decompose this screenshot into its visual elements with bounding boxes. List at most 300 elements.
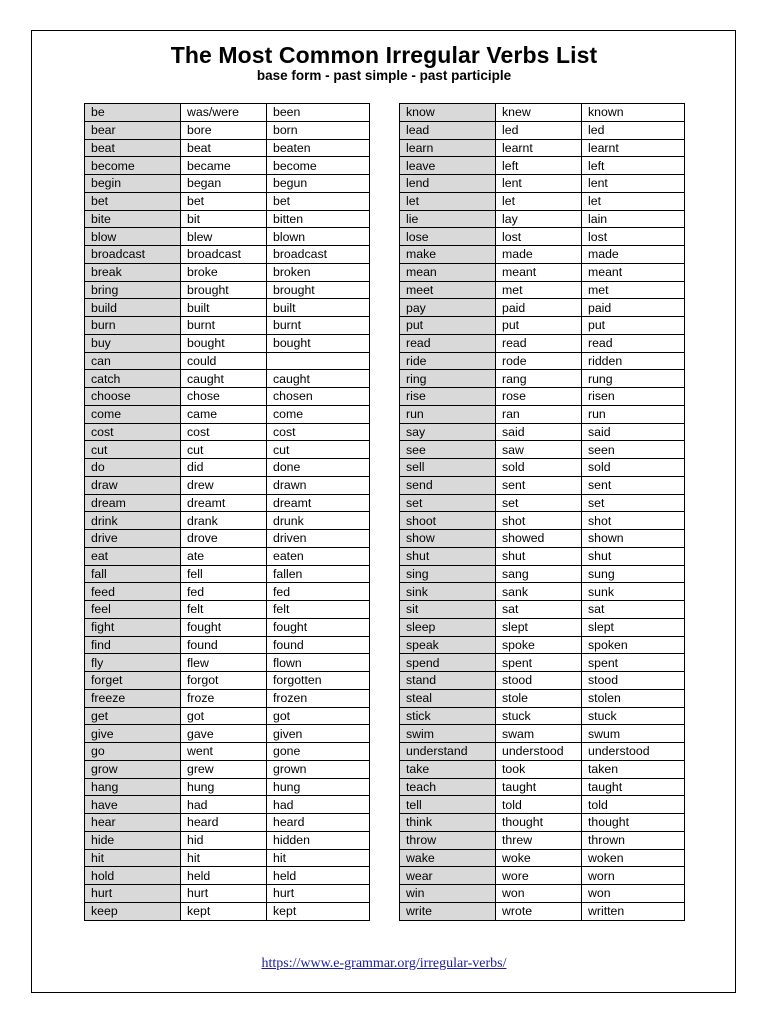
past-simple-cell: fell <box>181 565 267 583</box>
past-simple-cell: could <box>181 352 267 370</box>
past-simple-cell: hung <box>181 778 267 796</box>
past-simple-cell: told <box>496 796 582 814</box>
past-simple-cell: gave <box>181 725 267 743</box>
table-row <box>400 139 685 157</box>
table-row <box>400 814 685 832</box>
past-participle-cell: forgotten <box>267 672 370 690</box>
past-simple-cell: made <box>496 246 582 264</box>
verbs-table-right <box>399 103 685 921</box>
past-simple-cell: burnt <box>181 317 267 335</box>
past-simple-cell: led <box>496 121 582 139</box>
past-simple-cell: stole <box>496 689 582 707</box>
table-row <box>400 831 685 849</box>
past-participle-cell: slept <box>582 618 685 636</box>
table-row <box>85 565 370 583</box>
base-form-cell: bet <box>85 192 181 210</box>
base-form-cell: understand <box>400 743 496 761</box>
past-participle-cell: blown <box>267 228 370 246</box>
base-form-cell: run <box>400 405 496 423</box>
base-form-cell: know <box>400 104 496 122</box>
past-participle-cell: bet <box>267 192 370 210</box>
base-form-cell: hit <box>85 849 181 867</box>
table-row <box>85 601 370 619</box>
table-row <box>85 352 370 370</box>
past-participle-cell: won <box>582 885 685 903</box>
verbs-table-left <box>84 103 370 921</box>
base-form-cell: wake <box>400 849 496 867</box>
table-row <box>85 405 370 423</box>
past-participle-cell: become <box>267 157 370 175</box>
base-form-cell: build <box>85 299 181 317</box>
base-form-cell: lose <box>400 228 496 246</box>
past-simple-cell: lost <box>496 228 582 246</box>
base-form-cell: break <box>85 263 181 281</box>
past-participle-cell: eaten <box>267 547 370 565</box>
past-participle-cell: said <box>582 423 685 441</box>
table-row <box>400 459 685 477</box>
past-simple-cell: cut <box>181 441 267 459</box>
past-simple-cell: ran <box>496 405 582 423</box>
base-form-cell: hear <box>85 814 181 832</box>
base-form-cell: steal <box>400 689 496 707</box>
base-form-cell: drink <box>85 512 181 530</box>
table-row <box>400 778 685 796</box>
table-row <box>85 175 370 193</box>
base-form-cell: swim <box>400 725 496 743</box>
past-simple-cell: sold <box>496 459 582 477</box>
past-simple-cell: left <box>496 157 582 175</box>
base-form-cell: make <box>400 246 496 264</box>
base-form-cell: burn <box>85 317 181 335</box>
base-form-cell: show <box>400 530 496 548</box>
past-simple-cell: threw <box>496 831 582 849</box>
past-simple-cell: hurt <box>181 885 267 903</box>
base-form-cell: learn <box>400 139 496 157</box>
page-title: The Most Common Irregular Verbs List <box>170 42 598 68</box>
past-participle-cell: heard <box>267 814 370 832</box>
past-simple-cell: heard <box>181 814 267 832</box>
past-simple-cell: rose <box>496 388 582 406</box>
table-row <box>85 707 370 725</box>
table-row <box>400 246 685 264</box>
table-row <box>85 778 370 796</box>
past-participle-cell: made <box>582 246 685 264</box>
table-row <box>85 902 370 920</box>
base-form-cell: grow <box>85 760 181 778</box>
table-row <box>400 867 685 885</box>
table-row <box>400 618 685 636</box>
base-form-cell: hold <box>85 867 181 885</box>
table-row <box>400 796 685 814</box>
past-participle-cell: understood <box>582 743 685 761</box>
base-form-cell: cut <box>85 441 181 459</box>
past-participle-cell: run <box>582 405 685 423</box>
past-participle-cell: swum <box>582 725 685 743</box>
table-row <box>400 689 685 707</box>
base-form-cell: sell <box>400 459 496 477</box>
past-simple-cell: blew <box>181 228 267 246</box>
table-row <box>85 654 370 672</box>
past-simple-cell: spent <box>496 654 582 672</box>
table-row <box>85 618 370 636</box>
table-row <box>400 476 685 494</box>
past-participle-cell: burnt <box>267 317 370 335</box>
table-row <box>85 689 370 707</box>
base-form-cell: meet <box>400 281 496 299</box>
past-simple-cell: wrote <box>496 902 582 920</box>
past-participle-cell: set <box>582 494 685 512</box>
past-simple-cell: held <box>181 867 267 885</box>
past-participle-cell: had <box>267 796 370 814</box>
table-row <box>85 388 370 406</box>
verbs-table-left-body <box>85 104 370 921</box>
past-participle-cell: bought <box>267 334 370 352</box>
table-row <box>400 743 685 761</box>
base-form-cell: bring <box>85 281 181 299</box>
base-form-cell: bite <box>85 210 181 228</box>
table-row <box>85 459 370 477</box>
past-simple-cell: drew <box>181 476 267 494</box>
table-row <box>400 902 685 920</box>
past-participle-cell: chosen <box>267 388 370 406</box>
past-participle-cell: brought <box>267 281 370 299</box>
base-form-cell: put <box>400 317 496 335</box>
table-row <box>400 530 685 548</box>
base-form-cell: teach <box>400 778 496 796</box>
table-row <box>400 157 685 175</box>
base-form-cell: mean <box>400 263 496 281</box>
past-simple-cell: set <box>496 494 582 512</box>
past-participle-cell: let <box>582 192 685 210</box>
past-simple-cell: dreamt <box>181 494 267 512</box>
base-form-cell: cost <box>85 423 181 441</box>
base-form-cell: beat <box>85 139 181 157</box>
table-row <box>400 370 685 388</box>
base-form-cell: choose <box>85 388 181 406</box>
past-simple-cell: caught <box>181 370 267 388</box>
table-row <box>85 867 370 885</box>
table-row <box>400 707 685 725</box>
base-form-cell: lead <box>400 121 496 139</box>
base-form-cell: shut <box>400 547 496 565</box>
past-participle-cell: seen <box>582 441 685 459</box>
base-form-cell: set <box>400 494 496 512</box>
past-simple-cell: was/were <box>181 104 267 122</box>
table-row <box>400 334 685 352</box>
past-simple-cell: paid <box>496 299 582 317</box>
past-participle-cell: spoken <box>582 636 685 654</box>
table-row <box>400 654 685 672</box>
base-form-cell: send <box>400 476 496 494</box>
base-form-cell: take <box>400 760 496 778</box>
base-form-cell: sing <box>400 565 496 583</box>
past-simple-cell: showed <box>496 530 582 548</box>
past-participle-cell: lain <box>582 210 685 228</box>
past-simple-cell: broke <box>181 263 267 281</box>
base-form-cell: sleep <box>400 618 496 636</box>
past-participle-cell: hurt <box>267 885 370 903</box>
base-form-cell: sit <box>400 601 496 619</box>
past-simple-cell: stuck <box>496 707 582 725</box>
past-participle-cell: lent <box>582 175 685 193</box>
base-form-cell: fly <box>85 654 181 672</box>
table-row <box>400 317 685 335</box>
base-form-cell: can <box>85 352 181 370</box>
base-form-cell: do <box>85 459 181 477</box>
table-row <box>85 476 370 494</box>
table-row <box>85 210 370 228</box>
past-simple-cell: drove <box>181 530 267 548</box>
past-participle-cell: found <box>267 636 370 654</box>
table-row <box>400 281 685 299</box>
past-participle-cell: broken <box>267 263 370 281</box>
past-participle-cell: shown <box>582 530 685 548</box>
past-simple-cell: bore <box>181 121 267 139</box>
past-simple-cell: did <box>181 459 267 477</box>
past-participle-cell: thrown <box>582 831 685 849</box>
past-participle-cell: written <box>582 902 685 920</box>
table-row <box>400 849 685 867</box>
past-simple-cell: knew <box>496 104 582 122</box>
past-simple-cell: taught <box>496 778 582 796</box>
past-participle-cell: hidden <box>267 831 370 849</box>
base-form-cell: spend <box>400 654 496 672</box>
table-row <box>85 139 370 157</box>
base-form-cell: catch <box>85 370 181 388</box>
base-form-cell: be <box>85 104 181 122</box>
past-simple-cell: shot <box>496 512 582 530</box>
base-form-cell: win <box>400 885 496 903</box>
past-participle-cell: driven <box>267 530 370 548</box>
base-form-cell: see <box>400 441 496 459</box>
base-form-cell: become <box>85 157 181 175</box>
table-row <box>85 760 370 778</box>
past-participle-cell: shot <box>582 512 685 530</box>
table-row <box>400 512 685 530</box>
table-row <box>400 210 685 228</box>
table-row <box>85 423 370 441</box>
base-form-cell: fall <box>85 565 181 583</box>
verbs-table-right-body <box>400 104 685 921</box>
past-simple-cell: cost <box>181 423 267 441</box>
past-simple-cell: built <box>181 299 267 317</box>
table-row <box>85 796 370 814</box>
base-form-cell: sink <box>400 583 496 601</box>
table-row <box>85 246 370 264</box>
base-form-cell: dream <box>85 494 181 512</box>
table-row <box>85 334 370 352</box>
past-simple-cell: fed <box>181 583 267 601</box>
table-row <box>85 636 370 654</box>
base-form-cell: eat <box>85 547 181 565</box>
past-simple-cell: put <box>496 317 582 335</box>
past-participle-cell: sung <box>582 565 685 583</box>
past-simple-cell: sank <box>496 583 582 601</box>
table-row <box>400 601 685 619</box>
table-row <box>85 121 370 139</box>
past-participle-cell: read <box>582 334 685 352</box>
past-participle-cell: fallen <box>267 565 370 583</box>
table-row <box>85 317 370 335</box>
table-row <box>85 228 370 246</box>
past-participle-cell: been <box>267 104 370 122</box>
base-form-cell: think <box>400 814 496 832</box>
past-simple-cell: won <box>496 885 582 903</box>
past-participle-cell: kept <box>267 902 370 920</box>
table-row <box>85 104 370 122</box>
base-form-cell: let <box>400 192 496 210</box>
past-participle-cell: got <box>267 707 370 725</box>
past-simple-cell: stood <box>496 672 582 690</box>
past-participle-cell: held <box>267 867 370 885</box>
past-participle-cell: put <box>582 317 685 335</box>
base-form-cell: pay <box>400 299 496 317</box>
table-row <box>85 885 370 903</box>
past-simple-cell: bit <box>181 210 267 228</box>
past-participle-cell: drunk <box>267 512 370 530</box>
table-row <box>85 530 370 548</box>
page-subtitle: base form - past simple - past participle <box>256 68 512 83</box>
past-participle-cell: broadcast <box>267 246 370 264</box>
base-form-cell: fight <box>85 618 181 636</box>
past-participle-cell: told <box>582 796 685 814</box>
past-simple-cell: bet <box>181 192 267 210</box>
past-participle-cell: stuck <box>582 707 685 725</box>
past-participle-cell: stolen <box>582 689 685 707</box>
table-row <box>85 441 370 459</box>
base-form-cell: stand <box>400 672 496 690</box>
base-form-cell: bear <box>85 121 181 139</box>
table-row <box>400 760 685 778</box>
base-form-cell: come <box>85 405 181 423</box>
past-participle-cell: met <box>582 281 685 299</box>
past-simple-cell: took <box>496 760 582 778</box>
past-simple-cell: went <box>181 743 267 761</box>
base-form-cell: blow <box>85 228 181 246</box>
table-row <box>85 494 370 512</box>
table-row <box>400 885 685 903</box>
base-form-cell: have <box>85 796 181 814</box>
past-participle-cell: hung <box>267 778 370 796</box>
past-participle-cell: stood <box>582 672 685 690</box>
past-participle-cell: flown <box>267 654 370 672</box>
past-simple-cell: chose <box>181 388 267 406</box>
past-participle-cell: gone <box>267 743 370 761</box>
table-row <box>400 121 685 139</box>
base-form-cell: throw <box>400 831 496 849</box>
table-row <box>85 281 370 299</box>
base-form-cell: hang <box>85 778 181 796</box>
past-simple-cell: sent <box>496 476 582 494</box>
past-participle-cell: fought <box>267 618 370 636</box>
base-form-cell: leave <box>400 157 496 175</box>
past-participle-cell: cut <box>267 441 370 459</box>
table-row <box>400 547 685 565</box>
table-row <box>85 743 370 761</box>
past-participle-cell: taken <box>582 760 685 778</box>
past-simple-cell: slept <box>496 618 582 636</box>
past-participle-cell <box>267 352 370 370</box>
past-simple-cell: spoke <box>496 636 582 654</box>
past-participle-cell: worn <box>582 867 685 885</box>
past-simple-cell: let <box>496 192 582 210</box>
table-row <box>85 672 370 690</box>
past-participle-cell: lost <box>582 228 685 246</box>
table-row <box>85 831 370 849</box>
base-form-cell: hurt <box>85 885 181 903</box>
past-simple-cell: began <box>181 175 267 193</box>
past-participle-cell: learnt <box>582 139 685 157</box>
table-row <box>85 547 370 565</box>
past-simple-cell: broadcast <box>181 246 267 264</box>
past-participle-cell: grown <box>267 760 370 778</box>
past-simple-cell: grew <box>181 760 267 778</box>
past-participle-cell: rung <box>582 370 685 388</box>
table-row <box>400 441 685 459</box>
past-simple-cell: saw <box>496 441 582 459</box>
table-row <box>85 512 370 530</box>
past-participle-cell: beaten <box>267 139 370 157</box>
past-simple-cell: met <box>496 281 582 299</box>
past-participle-cell: bitten <box>267 210 370 228</box>
base-form-cell: feel <box>85 601 181 619</box>
past-simple-cell: swam <box>496 725 582 743</box>
past-simple-cell: kept <box>181 902 267 920</box>
past-participle-cell: sat <box>582 601 685 619</box>
past-participle-cell: led <box>582 121 685 139</box>
past-participle-cell: sunk <box>582 583 685 601</box>
table-row <box>400 725 685 743</box>
past-participle-cell: fed <box>267 583 370 601</box>
table-row <box>400 494 685 512</box>
past-simple-cell: forgot <box>181 672 267 690</box>
past-simple-cell: had <box>181 796 267 814</box>
table-row <box>400 263 685 281</box>
past-simple-cell: read <box>496 334 582 352</box>
base-form-cell: drive <box>85 530 181 548</box>
past-simple-cell: said <box>496 423 582 441</box>
base-form-cell: wear <box>400 867 496 885</box>
source-link[interactable]: https://www.e-grammar.org/irregular-verbs/ <box>261 956 507 971</box>
past-simple-cell: got <box>181 707 267 725</box>
past-simple-cell: fought <box>181 618 267 636</box>
past-participle-cell: done <box>267 459 370 477</box>
table-row <box>400 388 685 406</box>
past-simple-cell: came <box>181 405 267 423</box>
past-simple-cell: flew <box>181 654 267 672</box>
table-row <box>85 157 370 175</box>
past-simple-cell: sat <box>496 601 582 619</box>
table-row <box>400 228 685 246</box>
past-participle-cell: built <box>267 299 370 317</box>
past-simple-cell: lay <box>496 210 582 228</box>
table-row <box>400 299 685 317</box>
table-row <box>400 636 685 654</box>
past-simple-cell: ate <box>181 547 267 565</box>
table-row <box>400 192 685 210</box>
past-simple-cell: beat <box>181 139 267 157</box>
past-simple-cell: brought <box>181 281 267 299</box>
past-participle-cell: dreamt <box>267 494 370 512</box>
base-form-cell: ring <box>400 370 496 388</box>
past-participle-cell: left <box>582 157 685 175</box>
past-simple-cell: hit <box>181 849 267 867</box>
past-participle-cell: given <box>267 725 370 743</box>
past-participle-cell: sold <box>582 459 685 477</box>
past-simple-cell: found <box>181 636 267 654</box>
past-participle-cell: known <box>582 104 685 122</box>
past-simple-cell: hid <box>181 831 267 849</box>
